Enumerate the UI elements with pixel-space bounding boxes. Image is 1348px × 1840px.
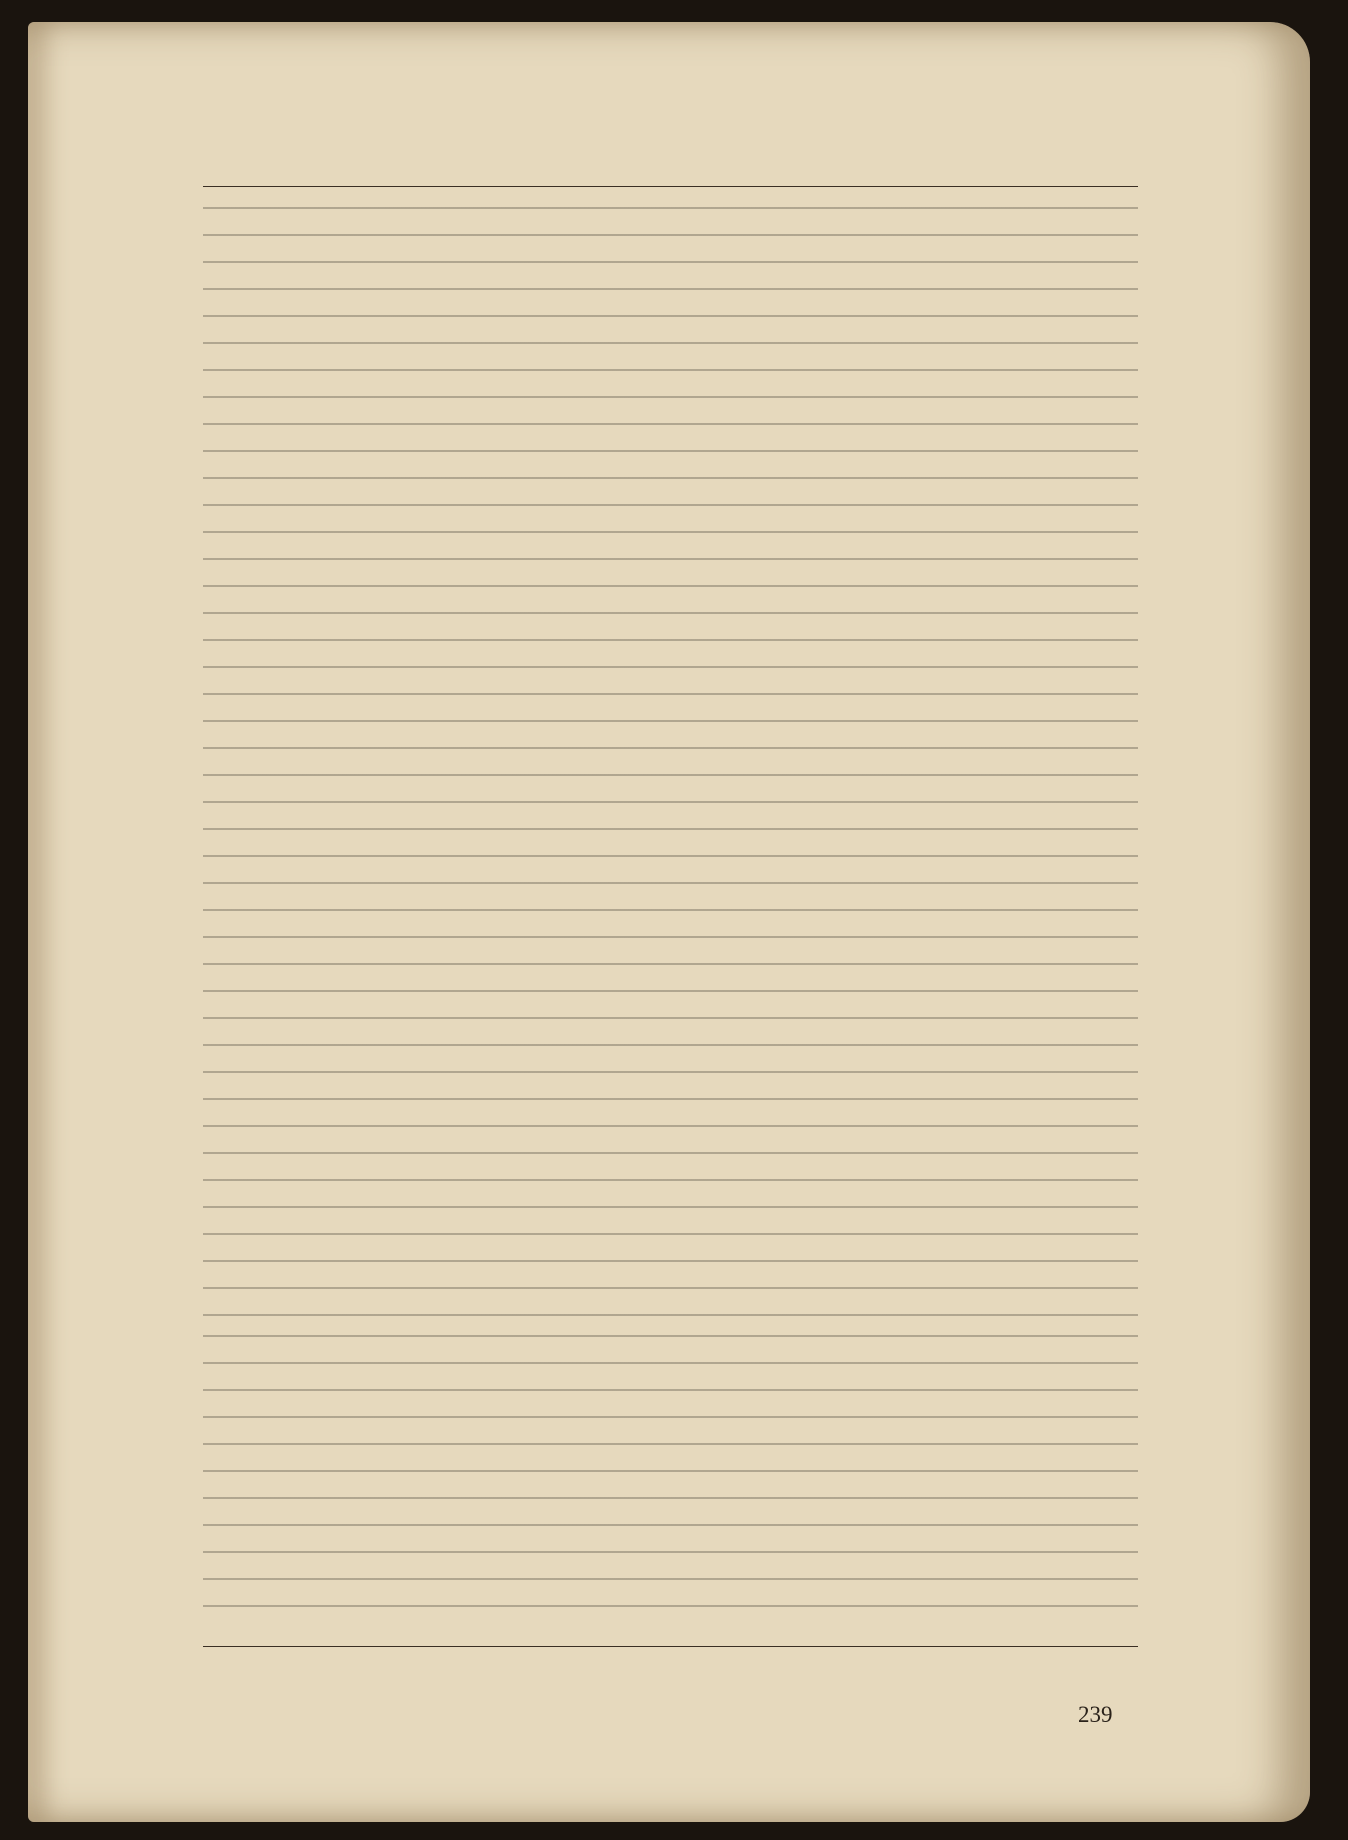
paragraph-1 bbox=[203, 207, 1138, 1325]
book-page bbox=[28, 22, 1310, 1822]
body-text bbox=[203, 207, 1138, 1637]
bottom-rule bbox=[203, 1646, 1138, 1647]
paragraph-2 bbox=[203, 1335, 1138, 1632]
page-number: 239 bbox=[1078, 1702, 1113, 1727]
top-rule bbox=[203, 186, 1138, 187]
